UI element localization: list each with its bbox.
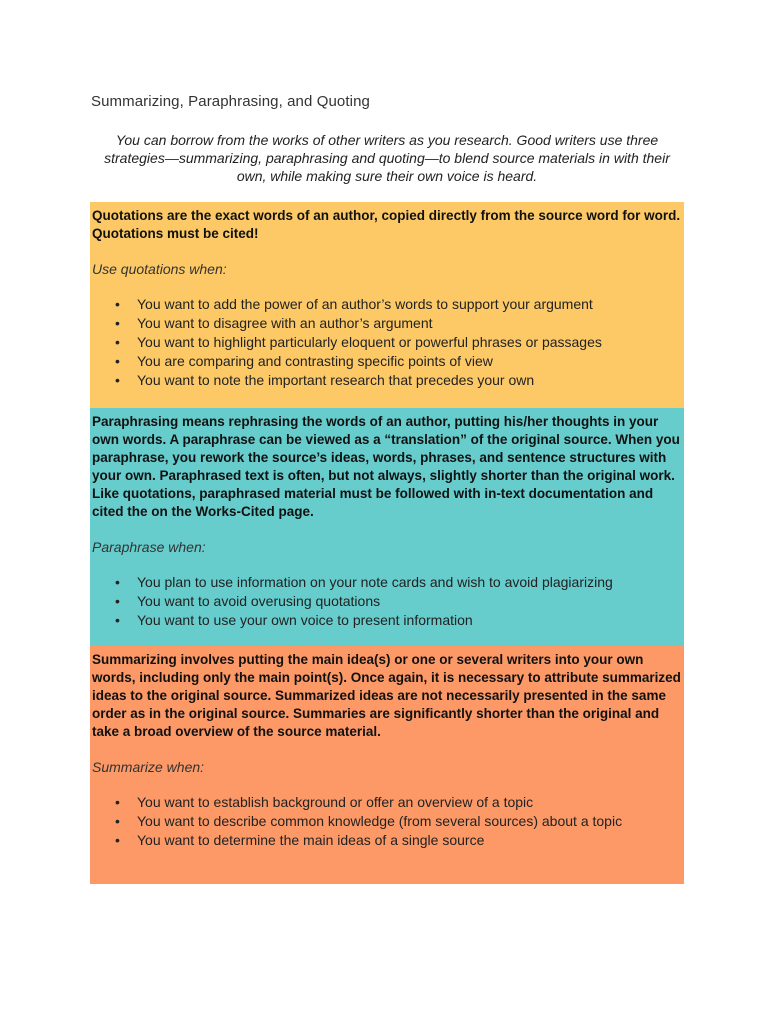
quotations-definition: Quotations are the exact words of an author, copied directly from the source word for word. Quotations must be cited! bbox=[92, 208, 681, 241]
list-item bbox=[92, 314, 682, 333]
list-item bbox=[92, 295, 682, 314]
list-item-text: You are comparing and contrasting specific points of view bbox=[137, 353, 493, 369]
paraphrasing-list bbox=[92, 573, 682, 630]
bullet-icon: • bbox=[115, 832, 120, 848]
bullet-icon: • bbox=[115, 612, 120, 628]
summarizing-section bbox=[90, 646, 684, 884]
list-item-text: You want to note the important research that precedes your own bbox=[137, 372, 535, 388]
bullet-icon: • bbox=[115, 574, 120, 590]
bullet-icon: • bbox=[115, 296, 120, 312]
summarizing-definition: Summarizing involves putting the main idea(s) or one or several writers into your own words, including only the main point(s). Once again, it is necessary to attribute summarized ideas to the original source. Summarized ideas are not necessarily presented in the same order as in the original source. Summaries are significantly shorter than the original and take a broad overview of the source material. bbox=[92, 652, 681, 739]
list-item-text: You want to use your own voice to present information bbox=[137, 612, 473, 628]
quotations-list bbox=[92, 295, 682, 390]
list-item-text: You want to add the power of an author’s words to support your argument bbox=[137, 296, 593, 312]
bullet-icon: • bbox=[115, 334, 120, 350]
list-item-text: You want to establish background or offer an overview of a topic bbox=[137, 794, 534, 810]
list-item bbox=[92, 333, 682, 352]
list-item bbox=[92, 812, 682, 831]
paraphrasing-when-label: Paraphrase when: bbox=[92, 539, 206, 555]
summarizing-list bbox=[92, 793, 682, 850]
quotations-when-label: Use quotations when: bbox=[92, 261, 227, 277]
bullet-icon: • bbox=[115, 813, 120, 829]
bullet-icon: • bbox=[115, 315, 120, 331]
bullet-icon: • bbox=[115, 593, 120, 609]
paraphrasing-definition: Paraphrasing means rephrasing the words of an author, putting his/her thoughts in your own words. A paraphrase can be viewed as a “translation” of the original source. When you paraphrase, you rework the source’s ideas, words, phrases, and sentence structures with your own. Paraphrased text is often, but not always, slightly shorter than the original work. Like quotations, paraphrased material must be followed with in-text documentation and cited the on the Works-Cited page. bbox=[92, 414, 680, 519]
list-item bbox=[92, 793, 682, 812]
quotations-section bbox=[90, 202, 684, 408]
list-item-text: You want to avoid overusing quotations bbox=[137, 593, 381, 609]
paraphrasing-section bbox=[90, 408, 684, 646]
list-item-text: You want to highlight particularly eloquent or powerful phrases or passages bbox=[137, 334, 602, 350]
list-item bbox=[92, 371, 682, 390]
list-item bbox=[92, 611, 682, 630]
list-item bbox=[92, 831, 682, 850]
bullet-icon: • bbox=[115, 794, 120, 810]
list-item-text: You plan to use information on your note cards and wish to avoid plagiarizing bbox=[137, 574, 613, 590]
bullet-icon: • bbox=[115, 372, 120, 388]
list-item bbox=[92, 352, 682, 371]
page-title: Summarizing, Paraphrasing, and Quoting bbox=[91, 93, 370, 110]
intro-paragraph: You can borrow from the works of other writers as you research. Good writers use three strategies—summarizing, paraphrasing and quoting—to blend source materials in with their own, while making sure their own voice is heard. bbox=[104, 132, 670, 184]
list-item bbox=[92, 573, 682, 592]
list-item-text: You want to determine the main ideas of a single source bbox=[137, 832, 485, 848]
summarizing-when-label: Summarize when: bbox=[92, 759, 205, 775]
list-item-text: You want to disagree with an author’s argument bbox=[137, 315, 433, 331]
bullet-icon: • bbox=[115, 353, 120, 369]
list-item-text: You want to describe common knowledge (from several sources) about a topic bbox=[137, 813, 623, 829]
list-item bbox=[92, 592, 682, 611]
